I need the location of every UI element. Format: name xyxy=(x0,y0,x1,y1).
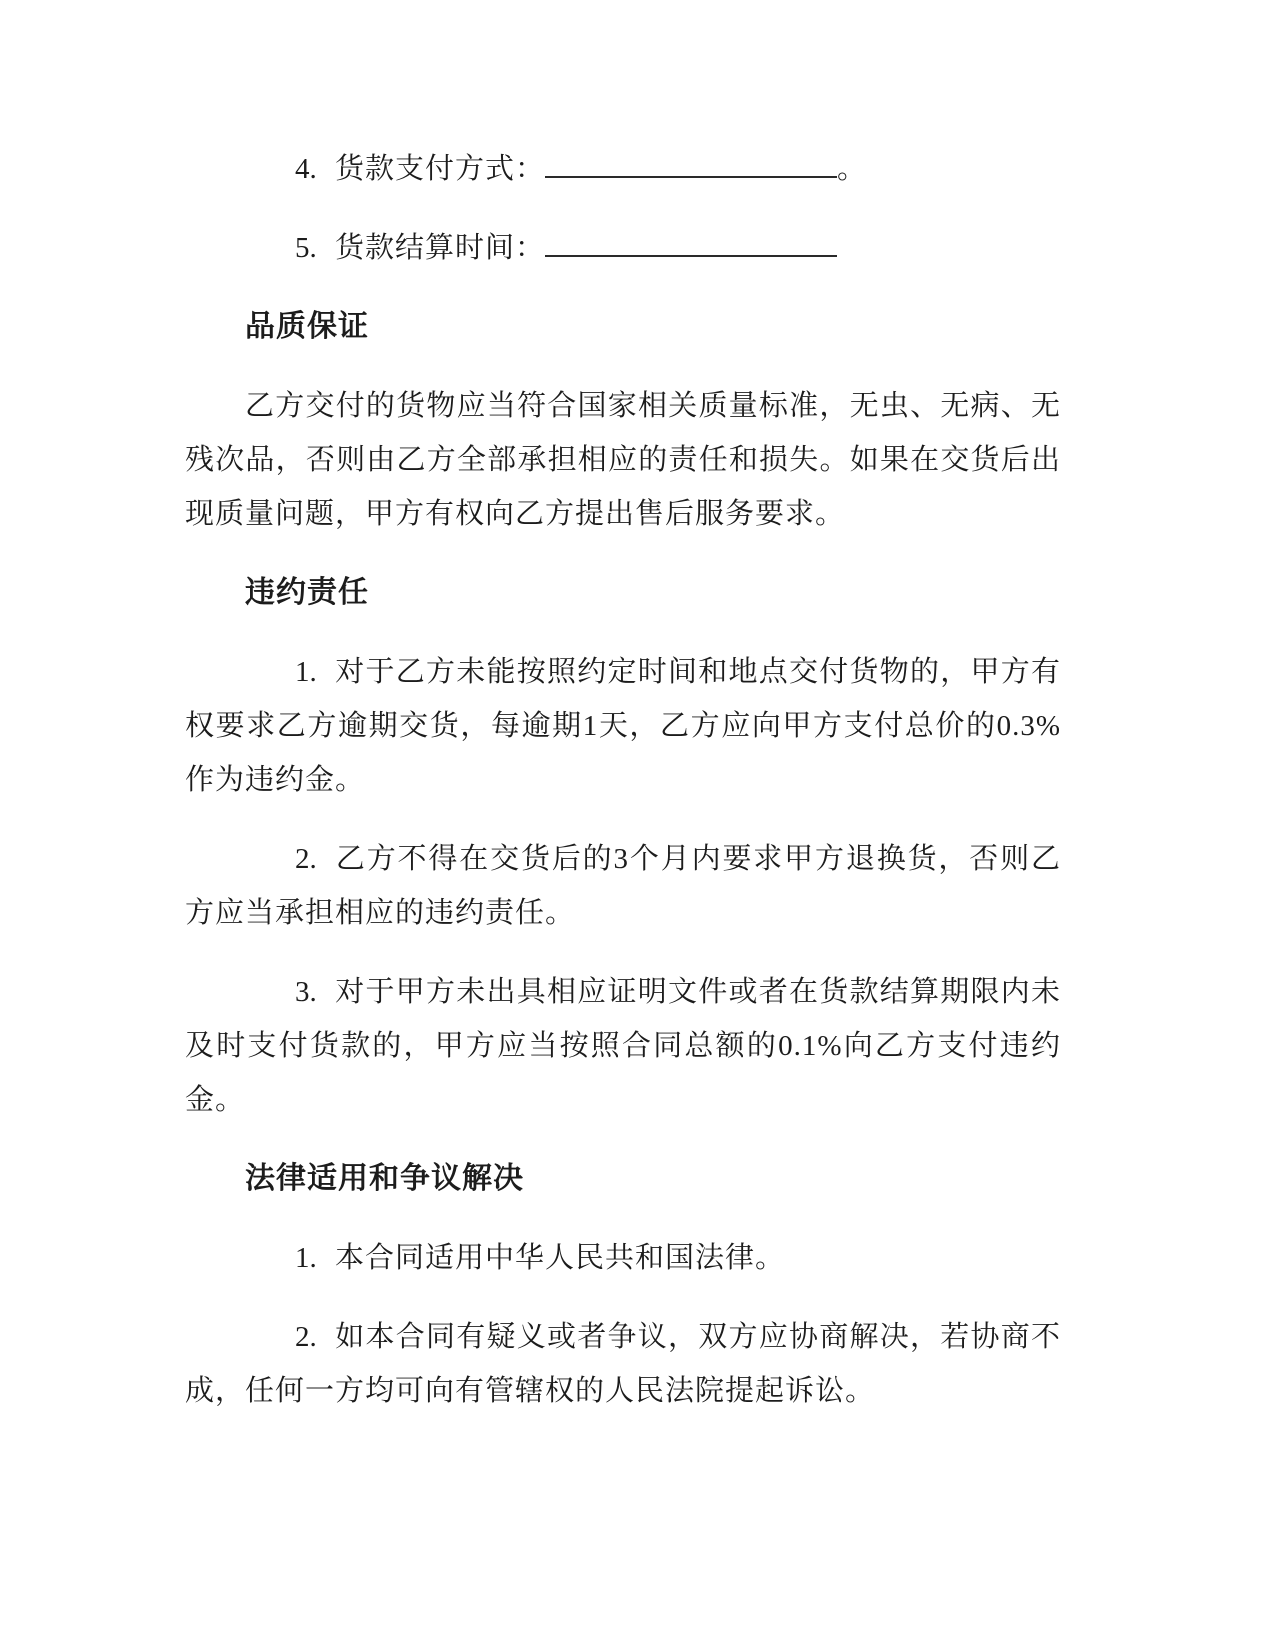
settlement-time-label: 货款结算时间： xyxy=(335,232,546,264)
settlement-time-blank-line[interactable] xyxy=(545,225,837,257)
item-number: 1. xyxy=(295,656,317,688)
law-item-2 xyxy=(185,1310,1061,1418)
breach-item-3 xyxy=(185,965,1061,1127)
law-item-2-text: 如本合同有疑义或者争议，双方应协商解决，若协商不成，任何一方均可向有管辖权的人民法院提起诉讼。 xyxy=(185,1321,1061,1407)
payment-method-label: 货款支付方式： xyxy=(335,153,546,185)
law-item-1-text: 本合同适用中华人民共和国法律。 xyxy=(335,1242,786,1274)
item-number: 2. xyxy=(295,1321,317,1353)
settlement-time-item xyxy=(185,221,1061,275)
breach-item-2-text: 乙方不得在交货后的3个月内要求甲方退换货，否则乙方应当承担相应的违约责任。 xyxy=(185,843,1061,929)
item-number: 3. xyxy=(295,976,317,1008)
section-heading-law-disputes: 法律适用和争议解决 xyxy=(245,1162,524,1195)
section-heading-breach-liability: 违约责任 xyxy=(245,576,369,609)
item-number: 4. xyxy=(295,153,317,185)
section-heading-quality-guarantee: 品质保证 xyxy=(245,310,369,343)
item-number: 2. xyxy=(295,843,317,875)
item-number: 5. xyxy=(295,232,317,264)
payment-method-blank-line[interactable] xyxy=(545,146,837,178)
quality-guarantee-paragraph: 乙方交付的货物应当符合国家相关质量标准，无虫、无病、无残次品，否则由乙方全部承担相应的责任和损失。如果在交货后出现质量问题，甲方有权向乙方提出售后服务要求。 xyxy=(185,390,1061,530)
breach-item-3-text: 对于甲方未出具相应证明文件或者在货款结算期限内未及时支付货款的，甲方应当按照合同总额的0.1%向乙方支付违约金。 xyxy=(185,976,1061,1116)
contract-body xyxy=(185,142,1061,1443)
payment-method-item xyxy=(185,142,1061,196)
breach-item-1 xyxy=(185,645,1061,807)
law-item-1 xyxy=(185,1231,1061,1285)
breach-item-2 xyxy=(185,832,1061,940)
item-number: 1. xyxy=(295,1242,317,1274)
sentence-period: 。 xyxy=(837,153,867,185)
breach-item-1-text: 对于乙方未能按照约定时间和地点交付货物的，甲方有权要求乙方逾期交货，每逾期1天，乙方应向甲方支付总价的0.3%作为违约金。 xyxy=(185,656,1061,796)
